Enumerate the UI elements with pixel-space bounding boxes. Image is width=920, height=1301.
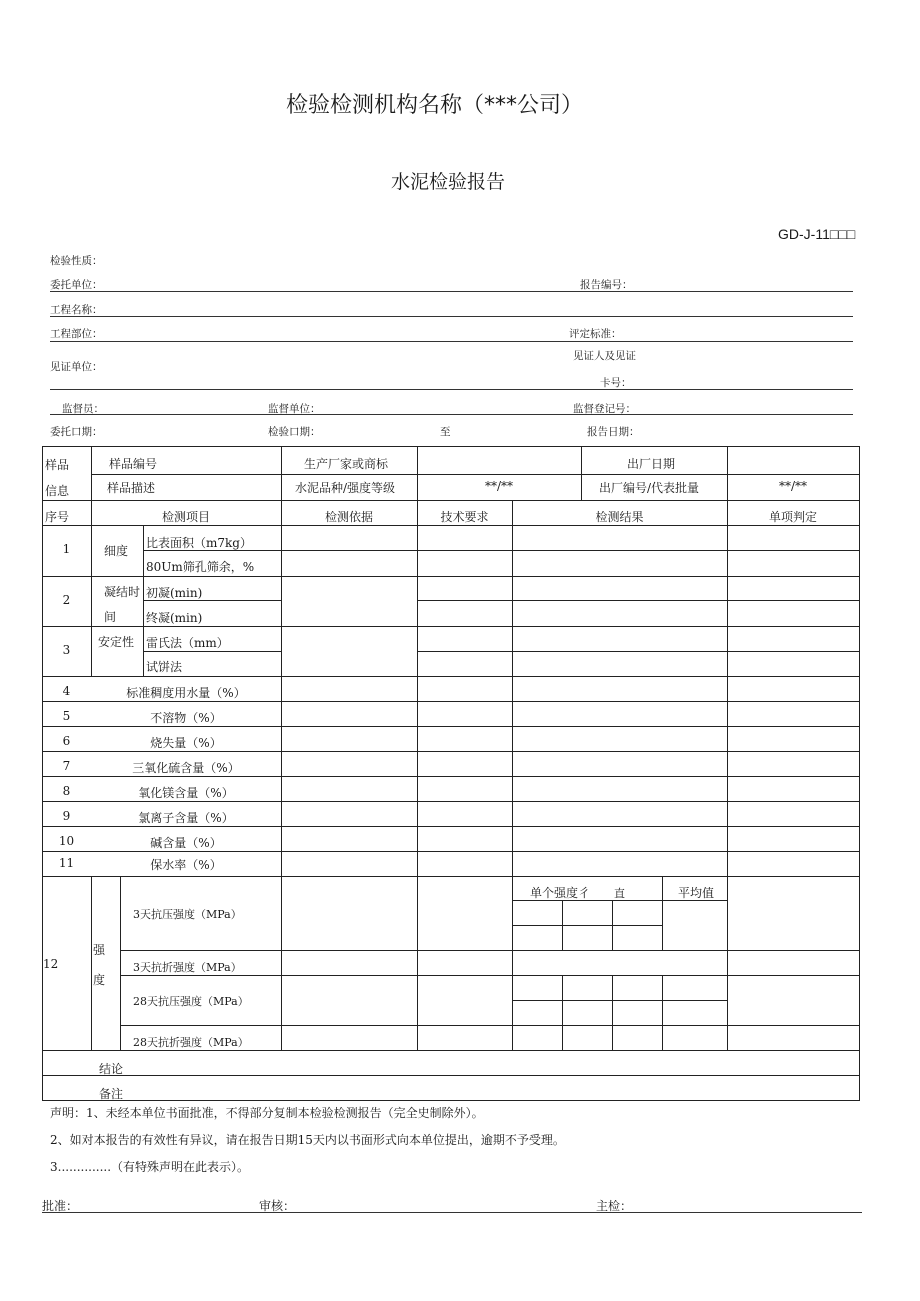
- date-to-label: 至: [440, 426, 451, 438]
- item-label: 保水率（%）: [150, 858, 222, 872]
- factory-date-label: 出厂日期: [627, 457, 676, 471]
- table-border: [91, 446, 92, 676]
- initial-set-label: 初凝(min): [146, 586, 203, 600]
- witness-card-label: 卡号：: [600, 377, 632, 389]
- table-border: [562, 975, 563, 1050]
- table-border: [281, 500, 282, 1050]
- witness-unit-label: 见证单位：: [50, 361, 103, 373]
- strength-label: 强: [93, 943, 106, 957]
- row-number: 12: [43, 957, 59, 971]
- table-border: [612, 900, 613, 950]
- sieve-residue-label: 80Um筛孔筛余，%: [146, 560, 255, 574]
- report-no-label: 报告编号：: [580, 279, 633, 291]
- col-header-requirement: 技术要求: [440, 510, 489, 524]
- org-title: 检验检测机构名称（***公司）: [286, 93, 584, 118]
- witness-person-label: 见证人及见证: [573, 350, 636, 362]
- strength-28d-compressive-label: 28天抗压强度（MPa）: [133, 995, 249, 1008]
- table-border: [581, 446, 582, 500]
- table-border: [42, 776, 860, 777]
- client-label: 委托单位：: [50, 279, 103, 291]
- table-border: [859, 446, 860, 1100]
- table-border: [120, 876, 121, 1050]
- row-number: 11: [58, 856, 75, 870]
- item-label: 氯离子含量（%）: [138, 811, 234, 825]
- form-code: GD-J-11□□□: [778, 226, 856, 242]
- info-divider: [50, 389, 853, 390]
- table-border: [42, 576, 860, 577]
- supervision-reg-label: 监督登记号：: [573, 403, 636, 415]
- row-number: 10: [58, 834, 75, 848]
- row-number: 7: [62, 759, 71, 773]
- statement-line: 2、如对本报告的有效性有异议，请在报告日期15天内以书面形式向本单位提出，逾期不予受理。: [50, 1133, 565, 1147]
- entrust-date-label: 委托口期：: [50, 426, 103, 438]
- table-border: [417, 446, 418, 1050]
- table-border: [417, 651, 860, 652]
- statement-line: 3..............（有特殊声明在此表示）。: [50, 1160, 250, 1174]
- table-border: [120, 975, 860, 976]
- table-border: [42, 500, 860, 501]
- table-border: [42, 446, 860, 447]
- table-border: [42, 1100, 860, 1101]
- sample-no-label: 样品编号: [109, 457, 158, 471]
- report-title: 水泥检验报告: [391, 171, 506, 193]
- inspection-nature-label: 检验性质：: [50, 255, 103, 267]
- sample-info-label: 样品: [45, 458, 70, 472]
- table-border: [91, 474, 860, 475]
- row-number: 3: [62, 643, 71, 657]
- row-number: 8: [62, 784, 71, 798]
- info-divider: [50, 291, 853, 292]
- sample-description-label: 样品描述: [107, 481, 156, 495]
- batch-label: 出厂编号/代表批量: [599, 481, 700, 495]
- item-label: 碱含量（%）: [150, 836, 222, 850]
- cement-grade-label: 水泥品种/强度等级: [295, 481, 396, 495]
- sample-info-label: 信息: [45, 484, 70, 498]
- project-name-label: 工程名称：: [50, 304, 103, 316]
- table-border: [662, 876, 663, 950]
- conclusion-label: 结论: [99, 1062, 124, 1076]
- table-border: [42, 851, 860, 852]
- table-border: [42, 751, 860, 752]
- col-header-basis: 检测依据: [324, 510, 373, 524]
- report-date-label: 报告日期：: [587, 426, 640, 438]
- strength-3d-flexural-label: 3天抗折强度（MPa）: [133, 961, 242, 974]
- signature-line: [42, 1212, 862, 1213]
- table-border: [91, 876, 92, 1050]
- table-border: [42, 876, 860, 877]
- col-header-seq: 序号: [45, 510, 70, 524]
- item-label: 氧化镁含量（%）: [138, 786, 234, 800]
- table-border: [281, 446, 282, 500]
- col-header-item: 检测项目: [161, 510, 210, 524]
- item-label: 标准稠度用水量（%）: [126, 686, 246, 700]
- row-number: 4: [62, 684, 71, 698]
- item-label: 三氧化硫含量（%）: [132, 761, 240, 775]
- row-number: 9: [62, 809, 71, 823]
- single-strength-label: 直: [614, 887, 625, 900]
- table-border: [42, 1050, 860, 1051]
- table-border: [120, 950, 860, 951]
- table-border: [512, 1000, 727, 1001]
- strength-label: 度: [93, 973, 106, 987]
- cement-grade-value: **/**: [484, 479, 514, 493]
- col-header-judgement: 单项判定: [768, 510, 817, 524]
- strength-28d-flexural-label: 28天抗折强度（MPa）: [133, 1036, 249, 1049]
- remarks-label: 备注: [99, 1087, 124, 1101]
- table-border: [562, 900, 563, 950]
- supervising-unit-label: 监督单位：: [268, 403, 321, 415]
- col-header-result: 检测结果: [595, 510, 644, 524]
- table-border: [42, 525, 860, 526]
- table-border: [612, 975, 613, 1050]
- single-strength-label: 单个强度彳: [530, 886, 591, 900]
- review-label: 审核：: [259, 1199, 296, 1213]
- table-border: [42, 726, 860, 727]
- table-border: [662, 975, 663, 1050]
- table-border: [42, 826, 860, 827]
- specific-surface-label: 比表面积（m7kg）: [146, 536, 252, 550]
- info-divider: [50, 341, 853, 342]
- table-border: [143, 525, 144, 676]
- setting-time-label: 间: [104, 610, 117, 624]
- table-border: [42, 701, 860, 702]
- statement-line: 声明：1、未经本单位书面批准，不得部分复制本检验检测报告（完全史制除外）。: [50, 1106, 484, 1120]
- pat-test-label: 试饼法: [146, 660, 183, 674]
- supervisor-label: 监督员：: [62, 403, 104, 415]
- batch-value: **/**: [778, 479, 808, 493]
- table-border: [42, 676, 860, 677]
- manufacturer-label: 生产厂家或商标: [304, 457, 389, 471]
- table-border: [42, 1075, 860, 1076]
- table-border: [42, 801, 860, 802]
- info-divider: [50, 414, 853, 415]
- approve-label: 批准：: [42, 1199, 79, 1213]
- project-part-label: 工程部位：: [50, 328, 103, 340]
- main-check-label: 主检：: [596, 1199, 633, 1213]
- average-label: 平均值: [678, 886, 715, 900]
- row-number: 6: [62, 734, 71, 748]
- row-number: 5: [62, 709, 71, 723]
- table-border: [512, 500, 513, 1050]
- eval-standard-label: 评定标准：: [569, 328, 622, 340]
- row-number: 2: [62, 593, 71, 607]
- le-chatelier-label: 雷氏法（mm）: [146, 636, 229, 650]
- info-divider: [50, 316, 853, 317]
- table-border: [42, 626, 860, 627]
- table-border: [143, 651, 281, 652]
- strength-3d-compressive-label: 3天抗压强度（MPa）: [133, 908, 242, 921]
- row-number: 1: [62, 542, 71, 556]
- setting-time-label: 凝结时: [104, 585, 141, 599]
- item-label: 烧失量（%）: [150, 736, 222, 750]
- fineness-label: 细度: [104, 544, 129, 558]
- table-border: [120, 1025, 860, 1026]
- table-border: [417, 600, 860, 601]
- final-set-label: 终凝(min): [146, 611, 203, 625]
- table-border: [727, 446, 728, 1050]
- table-border: [512, 925, 662, 926]
- soundness-label: 安定性: [98, 635, 135, 649]
- inspection-date-label: 检验口期：: [268, 426, 321, 438]
- item-label: 不溶物（%）: [150, 711, 222, 725]
